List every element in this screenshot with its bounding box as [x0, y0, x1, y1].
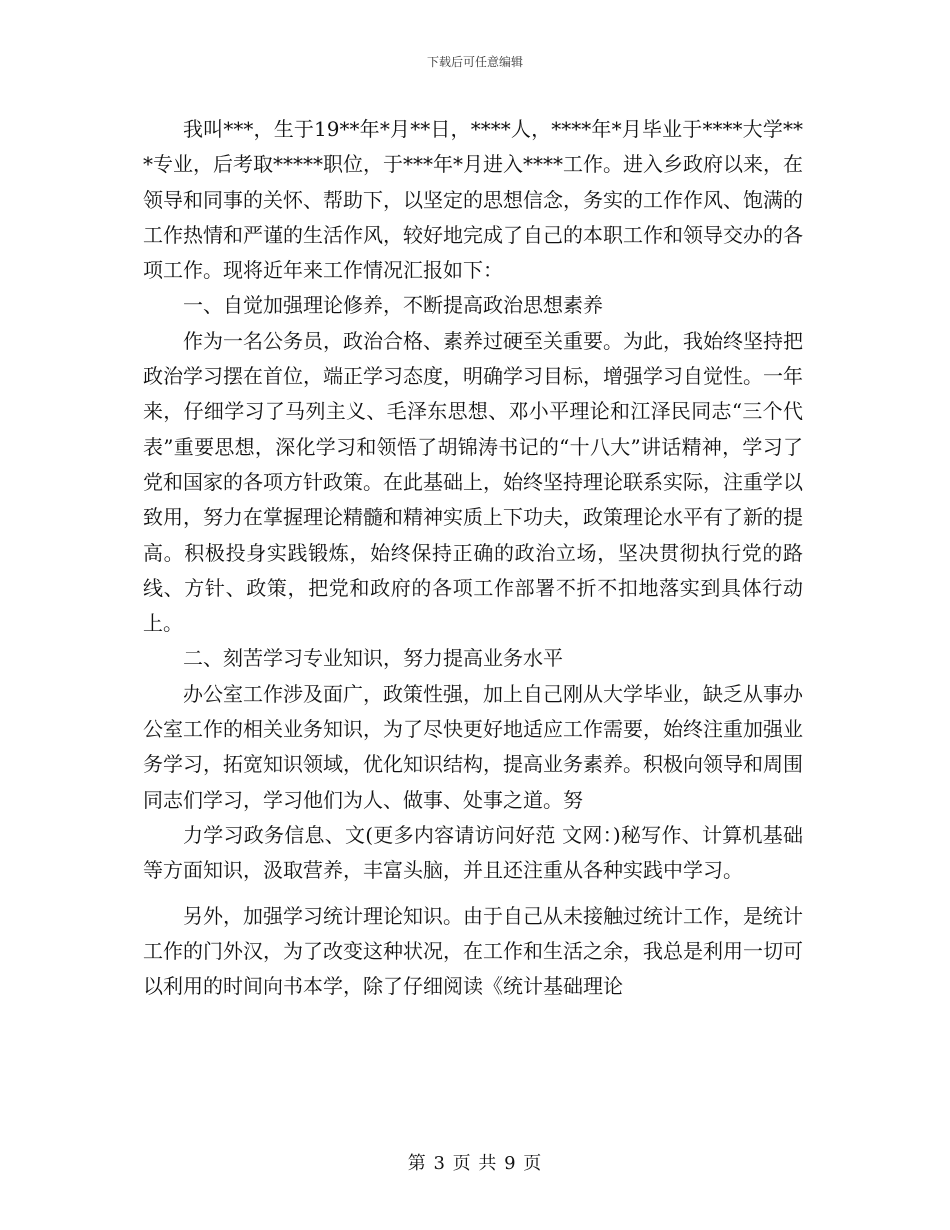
page-header-note: 下载后可任意编辑 [426, 55, 523, 69]
section-heading-1: 一、自觉加强理论修养，不断提高政治思想素养 [183, 293, 603, 318]
page-number: 第 3 页 共 9 页 [407, 1153, 543, 1174]
section-heading-2: 二、刻苦学习专业知识，努力提高业务水平 [183, 646, 563, 671]
paragraph-study-continued: 力学习政务信息、文(更多内容请访问好范 文网：)秘写作、计算机基础等方面知识，汲取营养，丰富头脑，并且还注重从各种实践中学习。 [143, 822, 803, 883]
paragraph-political-study: 作为一名公务员，政治合格、素养过硬至关重要。为此，我始终坚持把政治学习摆在首位，端正学习态度，明确学习目标，增强学习自觉性。一年来，仔细学习了马列主义、毛泽东思想、邓小平理论和江泽民同志“三个代表”重要思想，深化学习和领悟了胡锦涛书记的“十八大”讲话精神，学习了党和国家的各项方针政策。在此基础上，始终坚持理论联系实际，注重学以致用，努力在掌握理论精髓和精神实质上下功夫，政策理论水平有了新的提高。积极投身实践锻炼，始终保持正确的政治立场，坚决贯彻执行党的路线、方针、政策，把党和政府的各项工作部署不折不扣地落实到具体行动上。 [143, 328, 803, 636]
paragraph-intro: 我叫***，生于19**年*月**日，****人，****年*月毕业于****大学***专业，后考取*****职位，于***年*月进入****工作。进入乡政府以来，在领导和同事的关怀、帮助下，以坚定的思想信念，务实的工作作风、饱满的工作热情和严谨的生活作风，较好地完成了自己的本职工作和领导交办的各项工作。现将近年来工作情况汇报如下： [143, 117, 803, 283]
document-body [143, 112, 803, 1004]
paragraph-office-work: 办公室工作涉及面广，政策性强，加上自己刚从大学毕业，缺乏从事办公室工作的相关业务知识，为了尽快更好地适应工作需要，始终注重加强业务学习，拓宽知识领域，优化知识结构，提高业务素养。积极向领导和周围同志们学习，学习他们为人、做事、处事之道。努 [143, 681, 803, 812]
paragraph-statistics: 另外，加强学习统计理论知识。由于自己从未接触过统计工作，是统计工作的门外汉，为了改变这种状况，在工作和生活之余，我总是利用一切可以利用的时间向书本学，除了仔细阅读《统计基础理论 [143, 903, 803, 999]
